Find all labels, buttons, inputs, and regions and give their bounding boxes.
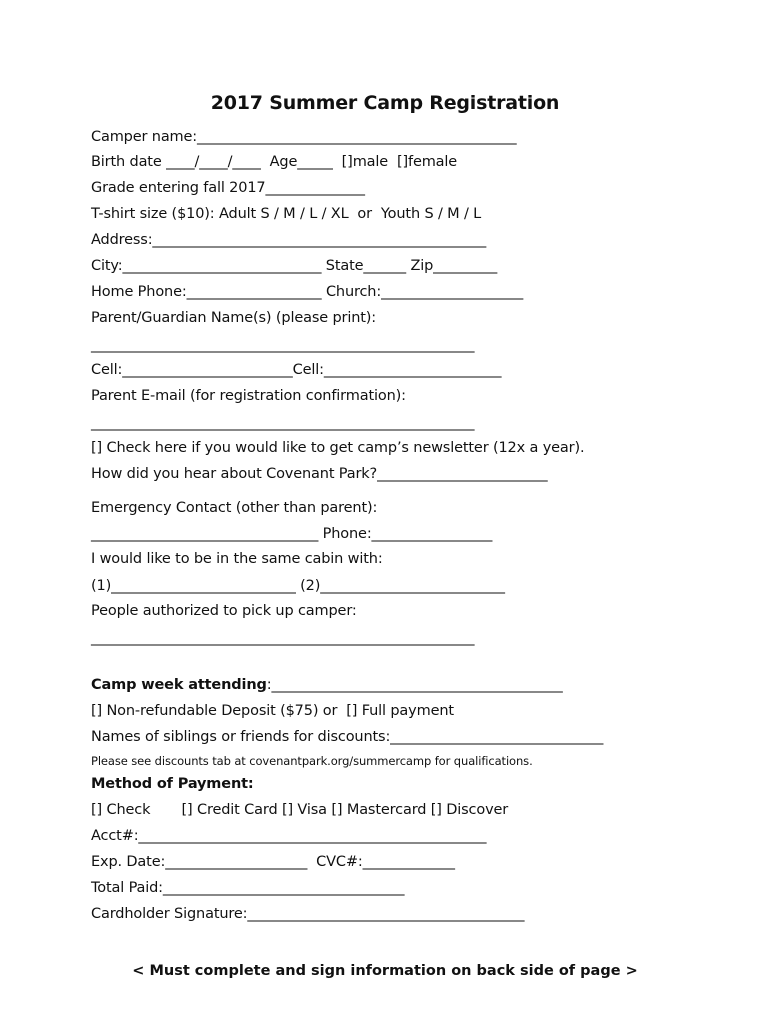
cardholder-signature-field[interactable]: Cardholder Signature:_______________________________________ <box>91 906 525 922</box>
pickup-label: People authorized to pick up camper: <box>91 603 357 619</box>
payment-method-options[interactable]: [] Check [] Credit Card [] Visa [] Mastercard [] Discover <box>91 802 509 818</box>
form-title: 2017 Summer Camp Registration <box>210 92 560 114</box>
parent-email-field[interactable]: ______________________________________________________ <box>91 415 475 431</box>
camp-week-label: Camp week attending <box>91 677 267 693</box>
city-state-zip-field[interactable]: City:____________________________ State______ Zip_________ <box>91 258 498 274</box>
total-paid-field[interactable]: Total Paid:__________________________________ <box>91 880 405 896</box>
camp-week-blank[interactable]: :_________________________________________ <box>266 677 563 693</box>
tshirt-size-field[interactable]: T-shirt size ($10): Adult S / M / L / XL or Youth S / M / L <box>91 206 482 222</box>
camper-name-field[interactable]: Camper name:_____________________________________________ <box>91 129 517 145</box>
parent-name-field[interactable]: ______________________________________________________ <box>91 337 475 353</box>
payment-type-options[interactable]: [] Non-refundable Deposit ($75) or [] Full payment <box>91 703 454 719</box>
emergency-contact-field[interactable]: ________________________________ Phone:_________________ <box>91 526 493 542</box>
newsletter-checkbox[interactable]: [] Check here if you would like to get camp’s newsletter (12x a year). <box>91 440 585 456</box>
parent-name-label: Parent/Guardian Name(s) (please print): <box>91 310 377 326</box>
parent-email-label: Parent E-mail (for registration confirmation): <box>91 388 406 404</box>
address-field[interactable]: Address:_______________________________________________ <box>91 232 487 248</box>
home-phone-church-field[interactable]: Home Phone:___________________ Church:____________________ <box>91 284 524 300</box>
exp-date-cvc-field[interactable]: Exp. Date:____________________ CVC#:_____________ <box>91 854 455 870</box>
birth-date-field[interactable]: Birth date ____/____/____ Age_____ []male []female <box>91 154 458 170</box>
cabin-names-field[interactable]: (1)__________________________ (2)__________________________ <box>91 578 505 594</box>
method-of-payment-heading: Method of Payment: <box>91 776 254 792</box>
cabin-label: I would like to be in the same cabin with: <box>91 551 383 567</box>
grade-field[interactable]: Grade entering fall 2017______________ <box>91 180 365 196</box>
account-number-field[interactable]: Acct#:_________________________________________________ <box>91 828 487 844</box>
hear-about-field[interactable]: How did you hear about Covenant Park?________________________ <box>91 466 548 482</box>
footer-notice: < Must complete and sign information on back side of page > <box>132 963 638 979</box>
cell-phone-fields[interactable]: Cell:________________________Cell:_________________________ <box>91 362 502 378</box>
discounts-note: Please see discounts tab at covenantpark.org/summercamp for qualifications. <box>91 754 533 768</box>
siblings-field[interactable]: Names of siblings or friends for discounts:______________________________ <box>91 729 604 745</box>
emergency-contact-label: Emergency Contact (other than parent): <box>91 500 378 516</box>
pickup-field[interactable]: ______________________________________________________ <box>91 630 475 646</box>
camp-week-field[interactable] <box>91 675 563 695</box>
